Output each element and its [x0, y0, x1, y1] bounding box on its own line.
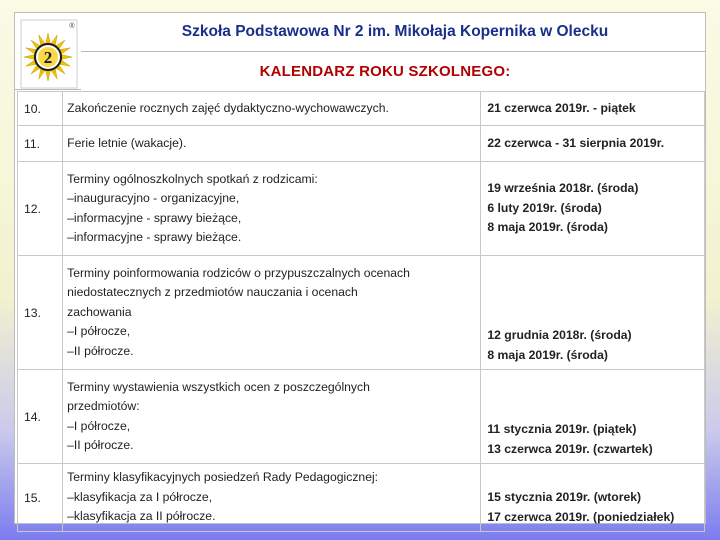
row-dates: [481, 162, 705, 256]
date-line: 8 maja 2019r. (środa): [487, 220, 608, 235]
date-line: 19 września 2018r. (środa): [487, 181, 639, 196]
logo-registered-mark: ®: [69, 23, 75, 30]
description-subitem: – klasyfikacja za I półrocze,: [67, 488, 476, 508]
date-line: 8 maja 2019r. (środa): [487, 347, 608, 362]
page-title: KALENDARZ ROKU SZKOLNEGO:: [259, 63, 511, 80]
row-dates: [481, 92, 705, 126]
description-line: przedmiotów:: [67, 399, 140, 413]
description-subitem: – informacyjne - sprawy bieżące,: [67, 209, 476, 229]
row-number: 10.: [18, 92, 63, 126]
description-line: Zakończenie rocznych zajęć dydaktyczno-wychowawczych.: [67, 100, 389, 115]
date-line: 13 czerwca 2019r. (czwartek): [487, 441, 653, 456]
row-description: [63, 92, 481, 126]
table-row: [18, 126, 705, 162]
row-number: 15.: [18, 464, 63, 532]
description-subitem: – II półrocze.: [67, 436, 476, 456]
logo-numeral: 2: [43, 48, 53, 67]
description-line: niedostatecznych z przedmiotów nauczania i ocenach: [67, 285, 358, 300]
row-description: [63, 370, 481, 464]
row-number: 14.: [18, 370, 63, 464]
date-line: 17 czerwca 2019r. (poniedziałek): [487, 509, 675, 524]
table-row: [18, 256, 705, 370]
logo-divider: [15, 89, 81, 90]
date-line: 22 czerwca - 31 sierpnia 2019r.: [487, 135, 665, 150]
date-line: 12 grudnia 2018r. (środa): [487, 328, 632, 342]
description-subitem: – II półrocze.: [67, 342, 476, 362]
date-line: 15 stycznia 2019r. (wtorek): [487, 490, 642, 504]
description-subitem: – klasyfikacja za II półrocze.: [67, 507, 476, 527]
description-subitem: – inauguracyjno - organizacyjne,: [67, 189, 476, 209]
date-line: 6 luty 2019r. (środa): [487, 200, 602, 215]
row-number: 12.: [18, 162, 63, 256]
title-divider: [81, 51, 705, 52]
row-dates: [481, 370, 705, 464]
calendar-table: [17, 91, 705, 532]
description-subitem: – I półrocze,: [67, 322, 476, 342]
row-description: [63, 162, 481, 256]
table-row: [18, 370, 705, 464]
description-line: Terminy klasyfikacyjnych posiedzeń Rady Pedagogicznej:: [67, 470, 379, 485]
row-description: [63, 464, 481, 532]
description-line: zachowania: [67, 304, 132, 319]
row-number: 13.: [18, 256, 63, 370]
table-row: [18, 162, 705, 256]
date-line: 21 czerwca 2019r. - piątek: [487, 100, 636, 115]
description-line: Terminy wystawienia wszystkich ocen z poszczególnych: [67, 379, 370, 394]
row-dates: [481, 464, 705, 532]
table-row: [18, 464, 705, 532]
description-subitem: – I półrocze,: [67, 417, 476, 437]
school-name: Szkoła Podstawowa Nr 2 im. Mikołaja Kopernika w Olecku: [181, 23, 609, 40]
date-line: 11 stycznia 2019r. (piątek): [487, 422, 637, 436]
description-subitem: – informacyjne - sprawy bieżące.: [67, 228, 476, 248]
description-line: Terminy poinformowania rodziców o przypuszczalnych ocenach: [67, 265, 410, 280]
slide: [14, 12, 706, 524]
row-number: 11.: [18, 126, 63, 162]
row-dates: [481, 256, 705, 370]
description-line: Ferie letnie (wakacje).: [67, 135, 187, 150]
row-description: [63, 256, 481, 370]
row-description: [63, 126, 481, 162]
table-row: [18, 92, 705, 126]
description-line: Terminy ogólnoszkolnych spotkań z rodzicami:: [67, 171, 318, 186]
school-logo: [20, 19, 78, 89]
row-dates: [481, 126, 705, 162]
